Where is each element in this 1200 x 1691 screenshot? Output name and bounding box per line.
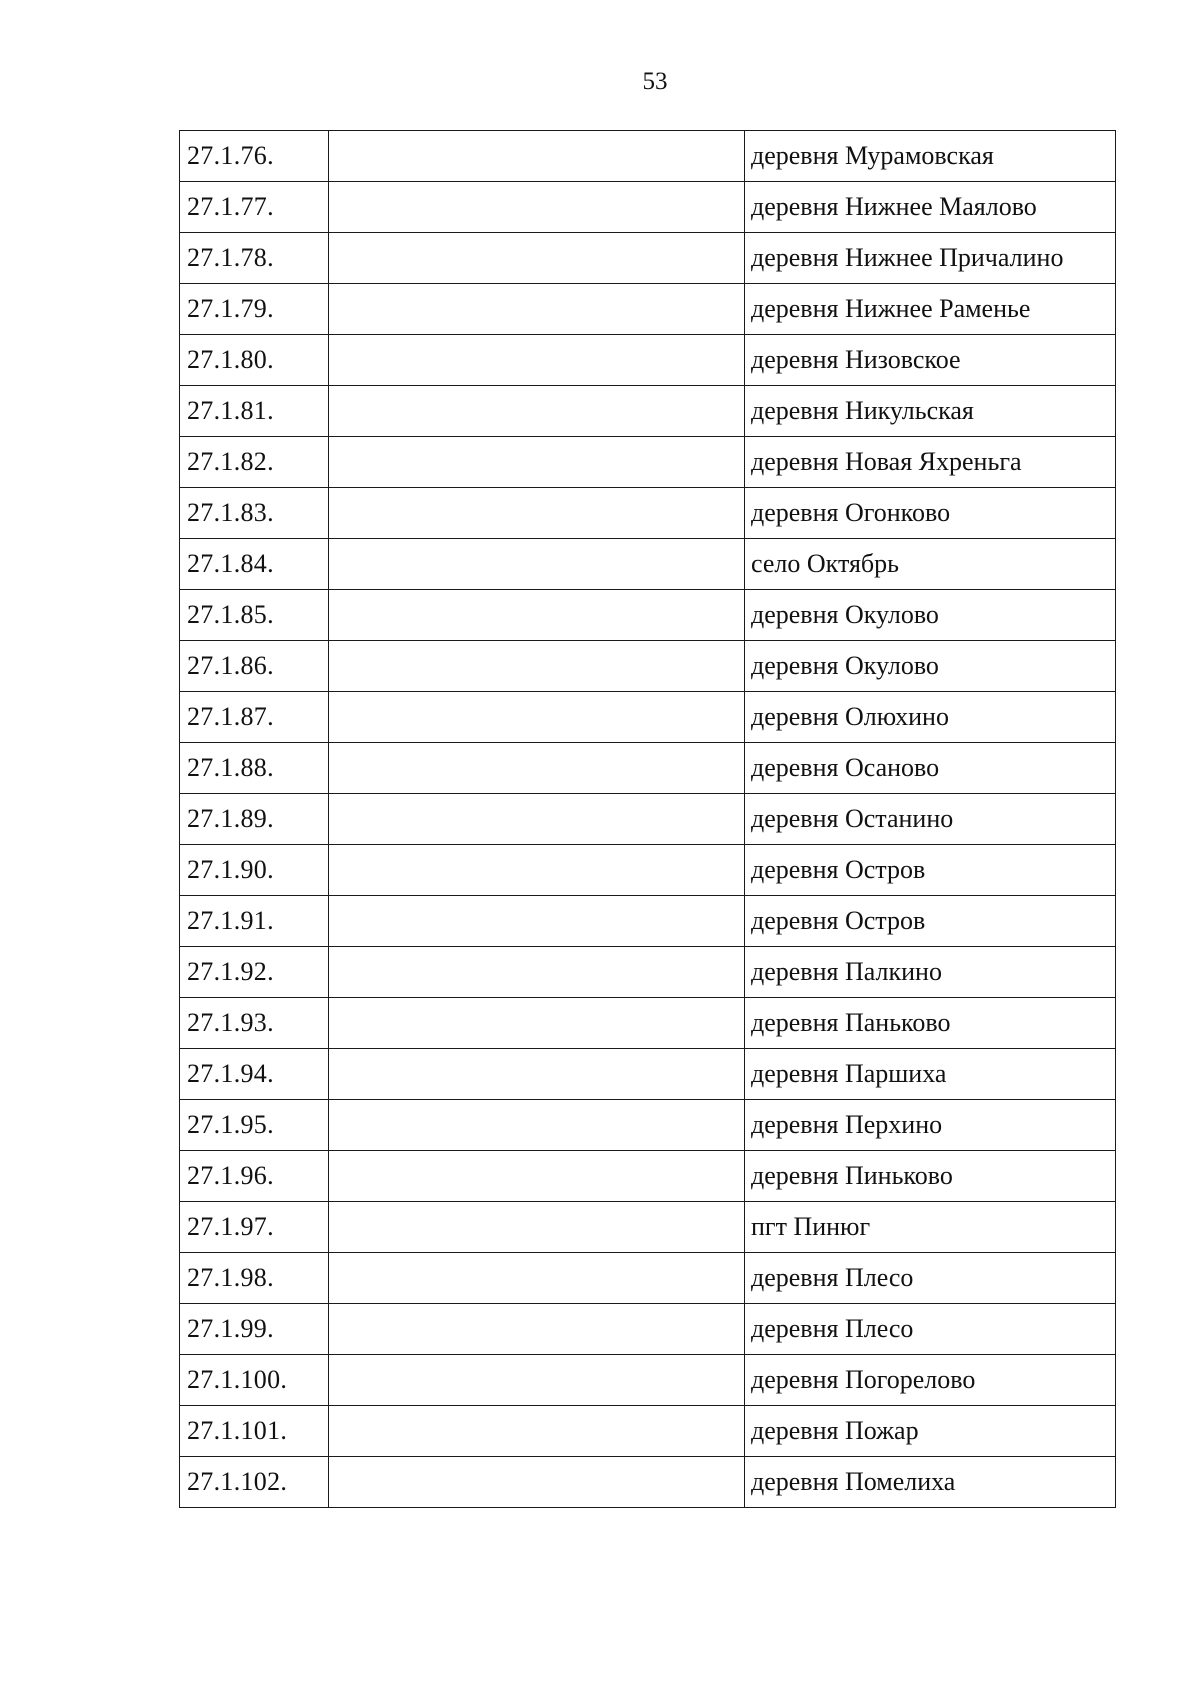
row-code-cell: 27.1.81. xyxy=(180,386,329,437)
row-middle-cell xyxy=(329,1100,745,1151)
row-middle-cell xyxy=(329,386,745,437)
row-settlement-name-cell: деревня Никульская xyxy=(745,386,1116,437)
row-settlement-name-cell: деревня Новая Яхреньга xyxy=(745,437,1116,488)
row-middle-cell xyxy=(329,1355,745,1406)
table-row xyxy=(180,1355,1116,1406)
row-middle-cell xyxy=(329,743,745,794)
row-settlement-name-cell: деревня Палкино xyxy=(745,947,1116,998)
table-row xyxy=(180,131,1116,182)
row-settlement-name-cell: деревня Останино xyxy=(745,794,1116,845)
row-settlement-name-cell: деревня Олюхино xyxy=(745,692,1116,743)
row-settlement-name-cell: деревня Огонково xyxy=(745,488,1116,539)
row-middle-cell xyxy=(329,335,745,386)
row-middle-cell xyxy=(329,131,745,182)
table-row xyxy=(180,233,1116,284)
row-settlement-name-cell: деревня Плесо xyxy=(745,1253,1116,1304)
row-code-cell: 27.1.93. xyxy=(180,998,329,1049)
table-row xyxy=(180,998,1116,1049)
row-settlement-name-cell: деревня Паньково xyxy=(745,998,1116,1049)
row-code-cell: 27.1.101. xyxy=(180,1406,329,1457)
row-middle-cell xyxy=(329,845,745,896)
table-row xyxy=(180,692,1116,743)
row-middle-cell xyxy=(329,794,745,845)
table-row xyxy=(180,1457,1116,1508)
row-settlement-name-cell: деревня Нижнее Раменье xyxy=(745,284,1116,335)
row-code-cell: 27.1.80. xyxy=(180,335,329,386)
row-code-cell: 27.1.84. xyxy=(180,539,329,590)
row-settlement-name-cell: деревня Пиньково xyxy=(745,1151,1116,1202)
row-settlement-name-cell: деревня Мурамовская xyxy=(745,131,1116,182)
row-middle-cell xyxy=(329,233,745,284)
row-code-cell: 27.1.91. xyxy=(180,896,329,947)
row-settlement-name-cell: село Октябрь xyxy=(745,539,1116,590)
table-row xyxy=(180,1049,1116,1100)
table-row xyxy=(180,539,1116,590)
row-settlement-name-cell: деревня Паршиха xyxy=(745,1049,1116,1100)
row-middle-cell xyxy=(329,1457,745,1508)
row-settlement-name-cell: деревня Плесо xyxy=(745,1304,1116,1355)
table-row xyxy=(180,1406,1116,1457)
row-settlement-name-cell: деревня Осаново xyxy=(745,743,1116,794)
row-code-cell: 27.1.92. xyxy=(180,947,329,998)
table-row xyxy=(180,845,1116,896)
row-code-cell: 27.1.82. xyxy=(180,437,329,488)
row-middle-cell xyxy=(329,692,745,743)
row-code-cell: 27.1.95. xyxy=(180,1100,329,1151)
row-middle-cell xyxy=(329,1304,745,1355)
row-settlement-name-cell: деревня Остров xyxy=(745,896,1116,947)
row-middle-cell xyxy=(329,1151,745,1202)
row-code-cell: 27.1.100. xyxy=(180,1355,329,1406)
row-code-cell: 27.1.79. xyxy=(180,284,329,335)
row-settlement-name-cell: деревня Нижнее Маялово xyxy=(745,182,1116,233)
table-row xyxy=(180,896,1116,947)
row-middle-cell xyxy=(329,998,745,1049)
row-middle-cell xyxy=(329,284,745,335)
row-code-cell: 27.1.88. xyxy=(180,743,329,794)
table-row xyxy=(180,1304,1116,1355)
row-code-cell: 27.1.98. xyxy=(180,1253,329,1304)
table-row xyxy=(180,947,1116,998)
row-code-cell: 27.1.90. xyxy=(180,845,329,896)
row-settlement-name-cell: пгт Пинюг xyxy=(745,1202,1116,1253)
row-code-cell: 27.1.96. xyxy=(180,1151,329,1202)
table-row xyxy=(180,386,1116,437)
row-middle-cell xyxy=(329,539,745,590)
row-code-cell: 27.1.85. xyxy=(180,590,329,641)
row-code-cell: 27.1.78. xyxy=(180,233,329,284)
row-settlement-name-cell: деревня Низовское xyxy=(745,335,1116,386)
table-row xyxy=(180,743,1116,794)
row-settlement-name-cell: деревня Нижнее Причалино xyxy=(745,233,1116,284)
table-row xyxy=(180,488,1116,539)
row-middle-cell xyxy=(329,437,745,488)
row-code-cell: 27.1.99. xyxy=(180,1304,329,1355)
table-row xyxy=(180,1202,1116,1253)
table-row xyxy=(180,182,1116,233)
table-row xyxy=(180,1100,1116,1151)
row-code-cell: 27.1.97. xyxy=(180,1202,329,1253)
row-middle-cell xyxy=(329,896,745,947)
table-row xyxy=(180,335,1116,386)
table-row xyxy=(180,1253,1116,1304)
table-row xyxy=(180,437,1116,488)
row-code-cell: 27.1.76. xyxy=(180,131,329,182)
row-middle-cell xyxy=(329,1049,745,1100)
row-code-cell: 27.1.77. xyxy=(180,182,329,233)
row-middle-cell xyxy=(329,1253,745,1304)
table-row xyxy=(180,590,1116,641)
table-body xyxy=(180,131,1116,1508)
row-settlement-name-cell: деревня Остров xyxy=(745,845,1116,896)
row-middle-cell xyxy=(329,641,745,692)
row-code-cell: 27.1.83. xyxy=(180,488,329,539)
row-code-cell: 27.1.94. xyxy=(180,1049,329,1100)
table-row xyxy=(180,1151,1116,1202)
row-settlement-name-cell: деревня Погорелово xyxy=(745,1355,1116,1406)
row-settlement-name-cell: деревня Перхино xyxy=(745,1100,1116,1151)
row-middle-cell xyxy=(329,1202,745,1253)
row-settlement-name-cell: деревня Окулово xyxy=(745,590,1116,641)
table-row xyxy=(180,284,1116,335)
row-middle-cell xyxy=(329,488,745,539)
page-number: 53 xyxy=(642,68,668,95)
row-middle-cell xyxy=(329,182,745,233)
row-code-cell: 27.1.87. xyxy=(180,692,329,743)
row-code-cell: 27.1.89. xyxy=(180,794,329,845)
row-code-cell: 27.1.86. xyxy=(180,641,329,692)
row-settlement-name-cell: деревня Помелиха xyxy=(745,1457,1116,1508)
row-settlement-name-cell: деревня Пожар xyxy=(745,1406,1116,1457)
row-code-cell: 27.1.102. xyxy=(180,1457,329,1508)
table-row xyxy=(180,641,1116,692)
row-middle-cell xyxy=(329,590,745,641)
row-middle-cell xyxy=(329,1406,745,1457)
row-settlement-name-cell: деревня Окулово xyxy=(745,641,1116,692)
row-middle-cell xyxy=(329,947,745,998)
table-row xyxy=(180,794,1116,845)
settlements-table xyxy=(179,130,1116,1508)
